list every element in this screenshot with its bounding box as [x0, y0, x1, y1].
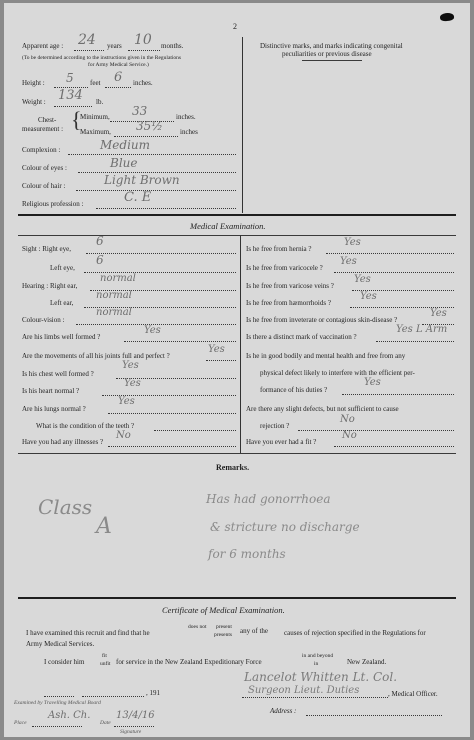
- chest-formed-label: Is his chest well formed ?: [22, 370, 94, 378]
- health-line3: formance of his duties ?: [260, 386, 328, 394]
- cert-p1-b: does not: [188, 624, 207, 630]
- chest-min-value: 33: [132, 104, 148, 118]
- hair-label: Colour of hair :: [22, 182, 66, 190]
- hearing-left-label: Left ear,: [50, 299, 74, 307]
- medical-title: Medical Examination.: [190, 221, 266, 231]
- cert-p1-f: causes of rejection specified in the Regulations for: [284, 629, 426, 637]
- health-line2: physical defect likely to interfere with the efficient per-: [260, 369, 415, 377]
- heart-value: Yes: [124, 378, 141, 389]
- stamp-place-value: Ash. Ch.: [48, 710, 91, 721]
- inches-label: inches.: [133, 79, 153, 87]
- height-inches-value: 6: [114, 70, 123, 85]
- weight-label: Weight :: [22, 98, 46, 106]
- hearing-left-value: normal: [96, 290, 132, 301]
- cert-officer-label: , Medical Officer.: [388, 690, 438, 698]
- minimum-label: Minimum,: [80, 113, 110, 121]
- age-note-2: for Army Medical Service.): [88, 62, 149, 68]
- cert-p2-c: unfit: [100, 661, 111, 667]
- sight-right-label: Sight : Right eye,: [22, 245, 71, 253]
- section-rule-1: [18, 214, 456, 216]
- stamp-signature-label: Signature: [120, 729, 142, 735]
- colour-vision-label: Colour-vision :: [22, 316, 65, 324]
- lungs-label: Are his lungs normal ?: [22, 405, 86, 413]
- sight-left-value: 6: [96, 253, 104, 267]
- age-years-value: 24: [78, 32, 96, 48]
- cert-p1-e: any of the: [240, 627, 268, 635]
- cert-p2-a: I consider him: [44, 658, 85, 666]
- stamp-line-1: Examined by Travelling Medical Board: [14, 700, 101, 706]
- cert-p2-e: in and beyond: [302, 653, 334, 659]
- distinctive-marks-line1: Distinctive marks, and marks indicating congenital: [260, 42, 403, 50]
- cert-p2-f: in: [314, 661, 319, 667]
- hair-value: Light Brown: [104, 173, 180, 187]
- religion-value: C. E: [124, 190, 152, 205]
- lungs-value: Yes: [118, 396, 135, 407]
- fit-label: Have you ever had a fit ?: [246, 438, 317, 446]
- cert-signature-2: Surgeon Lieut. Duties: [248, 685, 360, 696]
- varicose-value: Yes: [354, 274, 371, 285]
- age-note-1: (To be determined according to the instructions given in the Regulations: [22, 55, 182, 61]
- eyes-value: Blue: [110, 156, 138, 170]
- chest-min-inches-label: inches.: [176, 113, 196, 121]
- height-label: Height :: [22, 79, 45, 87]
- haemorrhoids-value: Yes: [360, 291, 377, 302]
- joints-value: Yes: [208, 344, 225, 355]
- fit-value: No: [342, 430, 357, 441]
- height-feet-value: 5: [66, 71, 74, 85]
- ink-blot: [440, 12, 455, 22]
- weight-value: 134: [58, 88, 83, 103]
- illness-value: No: [116, 430, 131, 441]
- cert-p2-g: New Zealand.: [347, 658, 387, 666]
- apparent-age-label: Apparent age :: [22, 42, 64, 50]
- haemorrhoids-label: Is he free from hæmorrhoids ?: [246, 299, 331, 307]
- chest-label-2: measurement :: [22, 125, 64, 133]
- complexion-label: Complexion :: [22, 146, 61, 154]
- chest-max-value: 35½: [136, 119, 163, 133]
- limbs-label: Are his limbs well formed ?: [22, 333, 101, 341]
- stamp-date-value: 13/4/16: [116, 710, 155, 721]
- defects-value: No: [340, 414, 355, 425]
- chest-max-inches-label: inches: [180, 128, 198, 136]
- heart-label: Is his heart normal ?: [22, 387, 80, 395]
- skin-value: Yes: [430, 308, 447, 319]
- stamp-place-label: Place: [14, 720, 27, 726]
- remarks-note-1: Has had gonorrhoea: [206, 492, 331, 506]
- maximum-label: Maximum,: [80, 128, 111, 136]
- remarks-title: Remarks.: [216, 463, 250, 472]
- medical-divider: [240, 235, 241, 453]
- teeth-value: [154, 430, 236, 431]
- cert-p2-b: fit: [102, 653, 107, 659]
- religion-label: Religious profession :: [22, 200, 84, 208]
- joints-label: Are the movements of all his joints full and perfect ?: [22, 352, 170, 360]
- stamp-date-label: Date: [100, 720, 111, 726]
- hearing-right-value: normal: [100, 273, 136, 284]
- years-label: years: [107, 42, 122, 50]
- feet-label: feet: [90, 79, 101, 87]
- lb-label: lb.: [96, 98, 104, 106]
- eyes-label: Colour of eyes :: [22, 164, 67, 172]
- varicocele-label: Is he free from varicocele ?: [246, 264, 323, 272]
- defects-line1: Are there any slight defects, but not sufficient to cause: [246, 405, 399, 413]
- chest-formed-value: Yes: [122, 360, 139, 371]
- colour-vision-value: normal: [96, 307, 132, 318]
- complexion-value: Medium: [100, 138, 151, 152]
- cert-p1-d: presents: [214, 632, 233, 638]
- sight-right-value: 6: [96, 234, 104, 248]
- remarks-class-letter: A: [96, 514, 112, 539]
- teeth-label: What is the condition of the teeth ?: [36, 422, 135, 430]
- hernia-label: Is he free from hernia ?: [246, 245, 312, 253]
- cert-p1-c: present: [216, 624, 232, 630]
- top-divider: [242, 37, 243, 213]
- chest-brace: {: [71, 107, 82, 132]
- defects-line2: rejection ?: [260, 422, 290, 430]
- illness-label: Have you had any illnesses ?: [22, 438, 104, 446]
- cert-p1-a: I have examined this recruit and find that he: [26, 629, 150, 637]
- remarks-class-word: Class: [38, 495, 93, 519]
- health-value: Yes: [364, 377, 381, 388]
- page-number: 2: [233, 22, 237, 31]
- months-label: months.: [161, 42, 184, 50]
- skin-label: Is he free from inveterate or contagious skin-disease ?: [246, 316, 398, 324]
- health-line1: Is he in good bodily and mental health and free from any: [246, 352, 406, 360]
- age-months-value: 10: [134, 32, 152, 48]
- cert-p2-d: for service in the New Zealand Expeditionary Force: [116, 658, 262, 666]
- distinctive-marks-line2: peculiarities or previous disease: [282, 50, 372, 58]
- sight-left-label: Left eye,: [50, 264, 75, 272]
- chest-label-1: Chest-: [38, 116, 57, 124]
- hernia-value: Yes: [344, 237, 361, 248]
- certificate-title: Certificate of Medical Examination.: [162, 605, 285, 615]
- cert-p1-g: Army Medical Services.: [26, 640, 95, 648]
- vaccination-value: Yes L Arm: [396, 324, 448, 335]
- hearing-right-label: Hearing : Right ear,: [22, 282, 78, 290]
- limbs-value: Yes: [144, 325, 161, 336]
- remarks-note-2: & stricture no discharge: [210, 520, 360, 534]
- cert-address-label: Address :: [270, 707, 297, 715]
- varicose-label: Is he free from varicose veins ?: [246, 282, 334, 290]
- attestation-page: [4, 3, 470, 737]
- vaccination-label: Is there a distinct mark of vaccination ?: [246, 333, 357, 341]
- section-rule-2: [18, 597, 456, 599]
- cert-year-label: , 191: [146, 689, 160, 697]
- varicocele-value: Yes: [340, 256, 357, 267]
- remarks-note-3: for 6 months: [208, 547, 286, 561]
- cert-signature: Lancelot Whitten Lt. Col.: [244, 670, 398, 684]
